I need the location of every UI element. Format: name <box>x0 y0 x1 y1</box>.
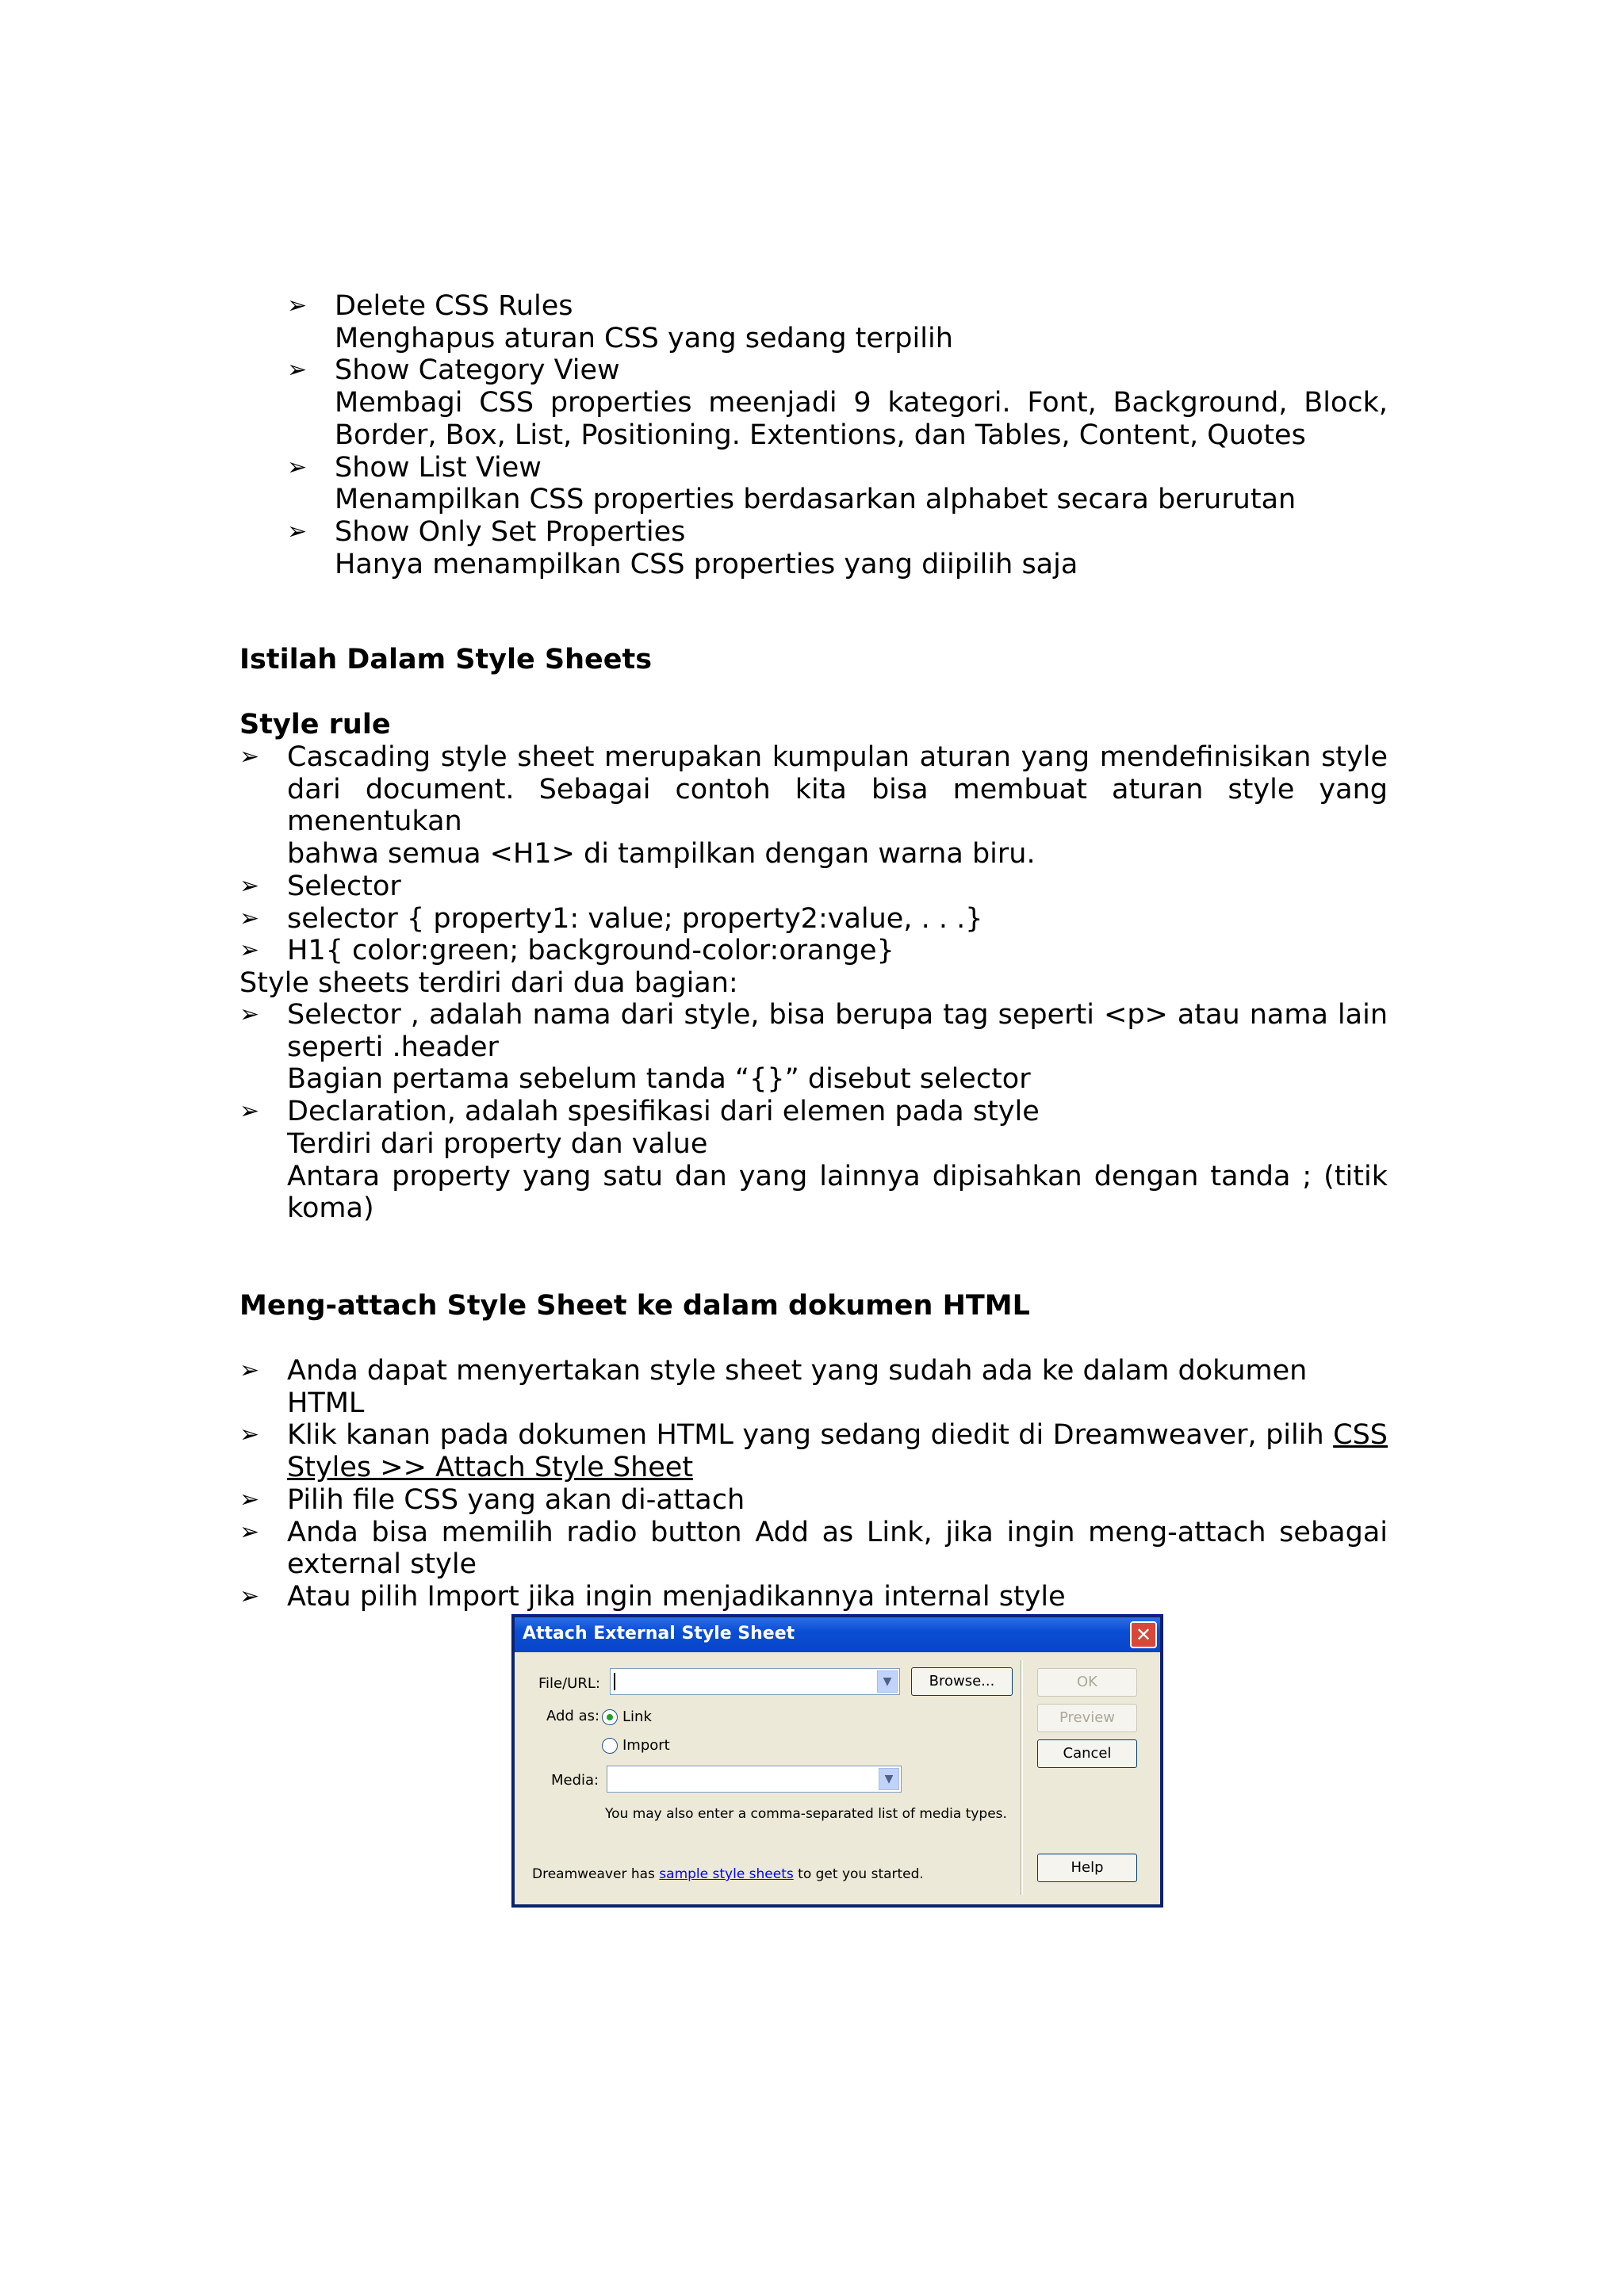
item-title: Show Only Set Properties <box>335 515 686 548</box>
item-desc: Menampilkan CSS properties berdasarkan alphabet secara berurutan <box>335 484 1297 516</box>
attach-steps-list <box>239 1355 1388 1613</box>
parts-intro: Style sheets terdiri dari dua bagian: <box>239 967 738 999</box>
section-heading-istilah: Istilah Dalam Style Sheets <box>239 644 653 675</box>
item-text: Atau pilih Import jika ingin menjadikannya internal style <box>287 1580 1066 1613</box>
item-text <box>287 1419 1388 1452</box>
list-item <box>239 999 1388 1096</box>
menu-path-link: CSS <box>1333 1419 1388 1452</box>
item-text: Cascading style sheet merupakan kumpulan aturan yang mendefinisikan style <box>287 741 1388 773</box>
item-text: Bagian pertama sebelum tanda “{}” disebut selector <box>287 1063 1031 1096</box>
ok-button[interactable]: OK <box>1037 1668 1137 1697</box>
dialog-title-bar <box>515 1617 1160 1652</box>
add-as-label: Add as: <box>546 1708 600 1724</box>
item-text: Selector , adalah nama dari style, bisa berupa tag seperti <p> atau nama lain <box>287 999 1388 1031</box>
footer-prefix: Dreamweaver has <box>532 1866 655 1882</box>
list-item <box>287 290 1388 354</box>
item-text: Anda bisa memilih radio button Add as Link, jika ingin meng-attach sebagai <box>287 1516 1388 1548</box>
list-item <box>239 935 1388 967</box>
arrow-bullet-icon: ➢ <box>287 292 308 320</box>
list-item <box>239 1355 1388 1419</box>
browse-button[interactable]: Browse... <box>911 1667 1013 1696</box>
list-item <box>239 871 1388 903</box>
arrow-bullet-icon: ➢ <box>239 1517 260 1546</box>
file-url-input[interactable] <box>610 1668 900 1695</box>
item-text: selector { property1: value; property2:value, . . .} <box>287 902 983 935</box>
arrow-bullet-icon: ➢ <box>239 1357 260 1384</box>
attach-stylesheet-dialog <box>511 1614 1163 1908</box>
preview-button[interactable]: Preview <box>1037 1704 1137 1732</box>
list-item <box>239 1484 1388 1517</box>
link-radio-label[interactable]: Link <box>622 1709 652 1725</box>
chevron-down-icon[interactable]: ▼ <box>879 1768 899 1790</box>
list-item <box>239 903 1388 936</box>
footer-suffix: to get you started. <box>798 1866 924 1882</box>
parts-list <box>239 999 1388 1225</box>
item-text: Pilih file CSS yang akan di-attach <box>287 1483 745 1516</box>
item-title: Show List View <box>335 451 542 484</box>
arrow-bullet-icon: ➢ <box>239 1421 260 1449</box>
list-item <box>287 516 1388 580</box>
arrow-bullet-icon: ➢ <box>287 356 308 385</box>
item-text <box>287 1452 1388 1484</box>
item-text: Selector <box>287 870 401 902</box>
file-url-label: File/URL: <box>538 1675 600 1692</box>
item-title: Show Category View <box>335 354 620 387</box>
item-text: H1{ color:green; background-color:orange} <box>287 935 894 967</box>
list-item <box>239 1581 1388 1613</box>
section-heading-attach: Meng-attach Style Sheet ke dalam dokumen HTML <box>239 1290 1030 1322</box>
arrow-bullet-icon: ➢ <box>287 517 308 545</box>
arrow-bullet-icon: ➢ <box>239 1001 260 1028</box>
menu-path-link: Styles >> Attach Style Sheet <box>287 1452 694 1484</box>
item-text: seperti .header <box>287 1031 499 1063</box>
item-text-prefix: Klik kanan pada dokumen HTML yang sedang diedit di Dreamweaver, pilih <box>287 1419 1324 1452</box>
arrow-bullet-icon: ➢ <box>239 1097 260 1126</box>
item-desc: Membagi CSS properties meenjadi 9 kategori. Font, Background, Block, <box>335 387 1388 419</box>
dialog-footer-text <box>532 1866 924 1882</box>
import-radio[interactable] <box>602 1738 618 1754</box>
arrow-bullet-icon: ➢ <box>239 936 260 965</box>
list-item <box>239 1419 1388 1483</box>
item-title: Delete CSS Rules <box>335 290 573 322</box>
close-button[interactable]: ✕ <box>1130 1621 1157 1648</box>
item-desc: Border, Box, List, Positioning. Extentions, dan Tables, Content, Quotes <box>335 419 1306 451</box>
arrow-bullet-icon: ➢ <box>239 904 260 932</box>
media-input[interactable] <box>607 1766 902 1793</box>
item-text: Anda dapat menyertakan style sheet yang sudah ada ke dalam dokumen HTML <box>287 1355 1308 1419</box>
list-item <box>239 741 1388 871</box>
item-text: Declaration, adalah spesifikasi dari elemen pada style <box>287 1096 1040 1128</box>
arrow-bullet-icon: ➢ <box>287 453 308 481</box>
arrow-bullet-icon: ➢ <box>239 1582 260 1610</box>
tool-description-list <box>287 290 1388 580</box>
import-radio-label[interactable]: Import <box>622 1737 670 1754</box>
arrow-bullet-icon: ➢ <box>239 871 260 900</box>
list-item <box>287 354 1388 451</box>
divider <box>1021 1660 1023 1895</box>
item-text: Antara property yang satu dan yang lainnya dipisahkan dengan tanda ; (titik <box>287 1160 1388 1192</box>
chevron-down-icon[interactable]: ▼ <box>877 1670 898 1693</box>
arrow-bullet-icon: ➢ <box>239 743 260 771</box>
link-radio[interactable] <box>602 1709 618 1725</box>
item-text: dari document. Sebagai contoh kita bisa membuat aturan style yang menentukan <box>287 773 1388 838</box>
item-text: koma) <box>287 1192 374 1225</box>
cancel-button[interactable]: Cancel <box>1037 1739 1137 1768</box>
media-label: Media: <box>551 1772 599 1789</box>
dialog-body <box>515 1652 1160 1904</box>
list-item <box>287 452 1388 516</box>
item-desc: Hanya menampilkan CSS properties yang diipilih saja <box>335 548 1078 580</box>
section-heading-style-rule: Style rule <box>239 709 391 740</box>
item-desc: Menghapus aturan CSS yang sedang terpilih <box>335 322 953 354</box>
dialog-title: Attach External Style Sheet <box>523 1624 795 1644</box>
arrow-bullet-icon: ➢ <box>239 1485 260 1513</box>
item-text: bahwa semua <H1> di tampilkan dengan warna biru. <box>287 838 1036 871</box>
media-hint: You may also enter a comma-separated list of media types. <box>605 1806 1007 1822</box>
list-item <box>239 1517 1388 1581</box>
item-text: Terdiri dari property dan value <box>287 1127 708 1160</box>
style-rule-list <box>239 741 1388 967</box>
sample-style-sheets-link[interactable]: sample style sheets <box>659 1866 794 1882</box>
text-cursor <box>614 1673 615 1690</box>
help-button[interactable]: Help <box>1037 1854 1137 1882</box>
list-item <box>239 1096 1388 1225</box>
item-text: external style <box>287 1548 477 1581</box>
